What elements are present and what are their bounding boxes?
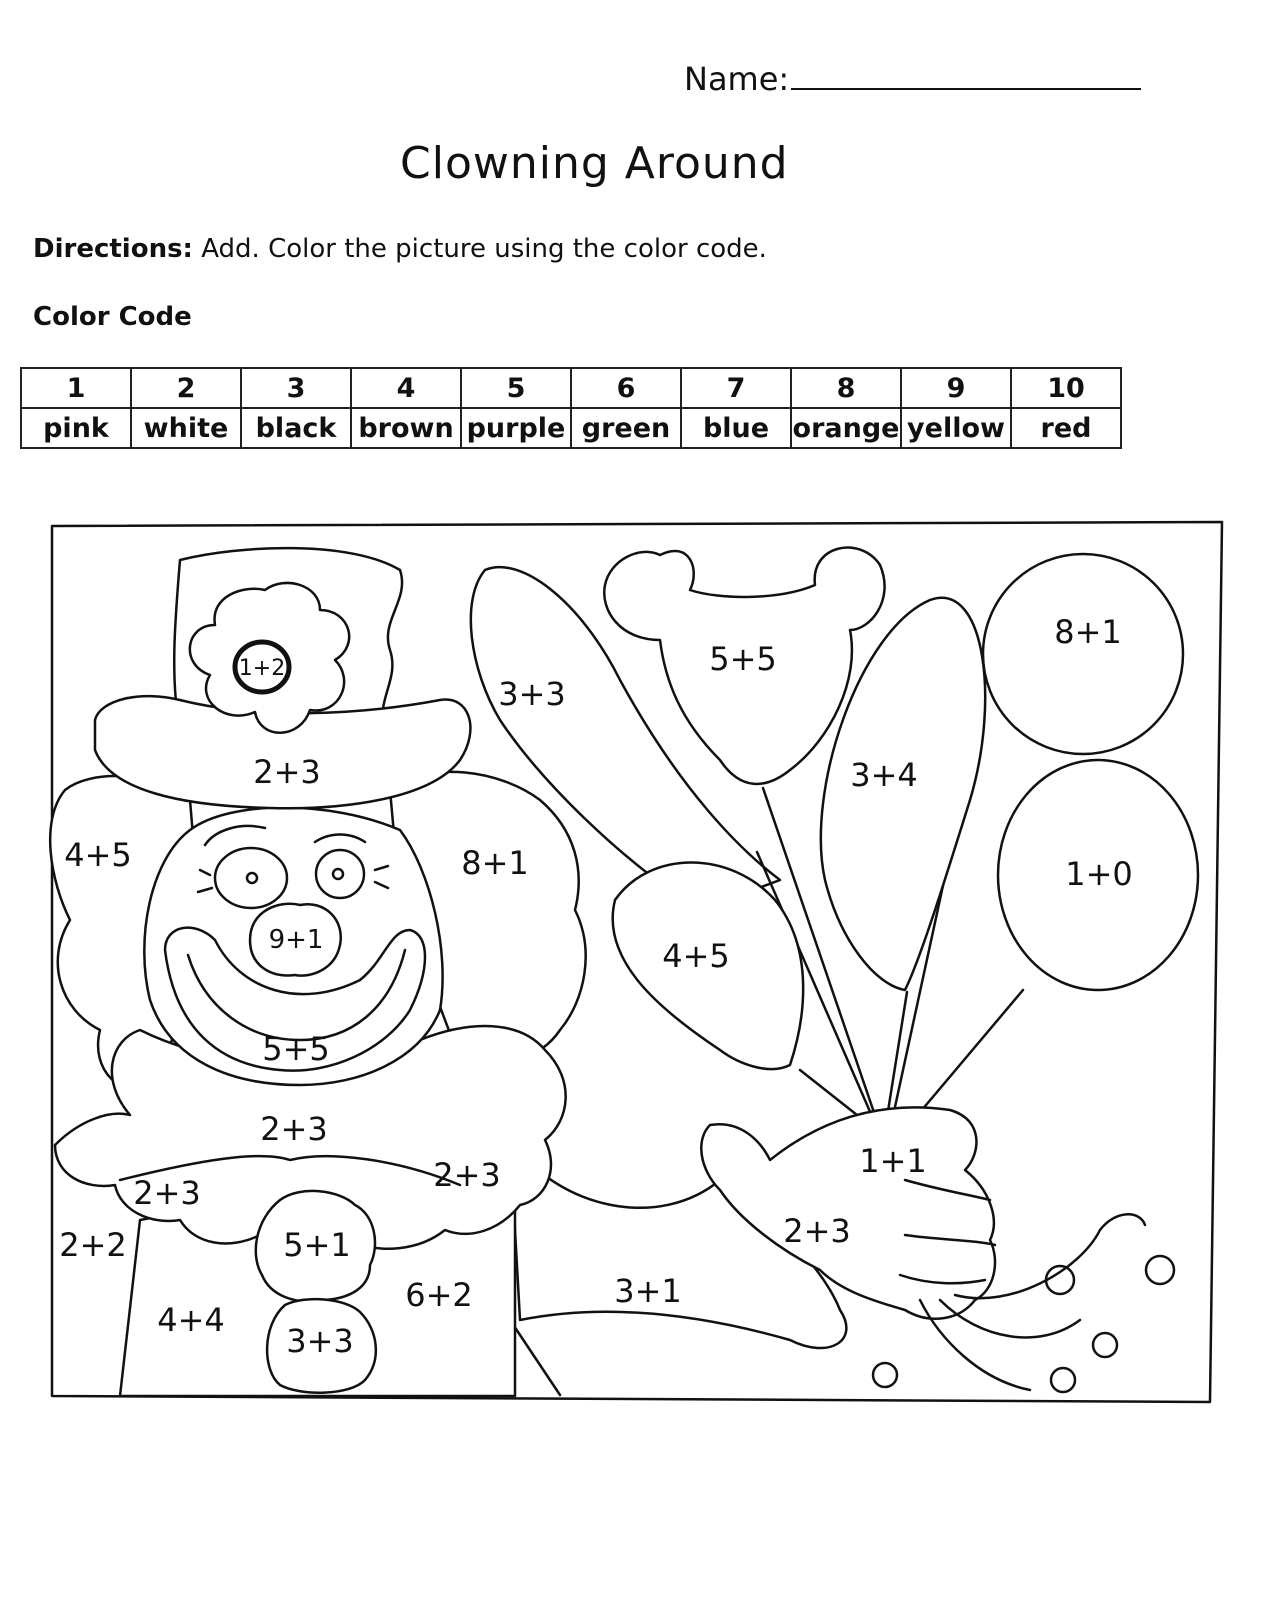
worksheet-title: Clowning Around (400, 138, 789, 189)
label-balloon-right: 1+0 (1065, 855, 1133, 893)
code-number: 7 (681, 368, 791, 408)
curl-1 (1146, 1256, 1174, 1284)
label-nose: 9+1 (268, 925, 324, 955)
label-balloon-bear: 5+5 (709, 640, 777, 678)
label-hand: 1+1 (859, 1142, 927, 1180)
code-color: brown (351, 408, 461, 448)
code-number: 1 (21, 368, 131, 408)
balloon-top-right[interactable] (983, 554, 1183, 754)
code-number: 4 (351, 368, 461, 408)
label-collar-right: 2+3 (433, 1156, 501, 1194)
label-balloon-long: 3+3 (498, 675, 566, 713)
name-label: Name: (684, 60, 790, 98)
color-code-label: Color Code (33, 302, 192, 332)
clown-eye-left (215, 848, 287, 908)
code-color: black (241, 408, 351, 448)
label-balloon-left: 4+5 (662, 937, 730, 975)
code-color: white (131, 408, 241, 448)
code-color: purple (461, 408, 571, 448)
code-number: 5 (461, 368, 571, 408)
curl-4 (1051, 1368, 1075, 1392)
code-number: 10 (1011, 368, 1121, 408)
code-color: blue (681, 408, 791, 448)
arm-edge (510, 1320, 560, 1395)
directions-text: Add. Color the picture using the color code. (201, 234, 767, 264)
curl-2 (1046, 1266, 1074, 1294)
code-color: pink (21, 408, 131, 448)
label-glove-cuff: 2+3 (783, 1212, 851, 1250)
label-body-left: 2+2 (59, 1226, 127, 1264)
code-color: red (1011, 408, 1121, 448)
label-balloon-oval: 3+4 (850, 756, 918, 794)
label-pompom-top: 5+1 (283, 1226, 351, 1264)
code-number: 9 (901, 368, 1011, 408)
code-color: green (571, 408, 681, 448)
label-hat: 2+3 (253, 753, 321, 791)
code-number: 8 (791, 368, 901, 408)
code-number: 3 (241, 368, 351, 408)
clown-eye-right (316, 850, 364, 898)
curl-5 (873, 1363, 897, 1387)
label-balloon-top-right: 8+1 (1054, 613, 1122, 651)
label-flower-center: 1+2 (238, 656, 286, 681)
label-collar-top: 2+3 (260, 1110, 328, 1148)
code-color: yellow (901, 408, 1011, 448)
directions-label: Directions: (33, 234, 193, 264)
label-body-right: 6+2 (405, 1276, 473, 1314)
label-pompom-bottom: 3+3 (286, 1322, 354, 1360)
label-mouth: 5+5 (262, 1030, 330, 1068)
curl-3 (1093, 1333, 1117, 1357)
label-arm: 3+1 (614, 1272, 682, 1310)
label-hair-left: 4+5 (64, 836, 132, 874)
label-body: 4+4 (157, 1301, 225, 1339)
code-number: 2 (131, 368, 241, 408)
label-collar-left: 2+3 (133, 1174, 201, 1212)
code-color: orange (791, 408, 901, 448)
code-number: 6 (571, 368, 681, 408)
label-hair-right: 8+1 (461, 844, 529, 882)
